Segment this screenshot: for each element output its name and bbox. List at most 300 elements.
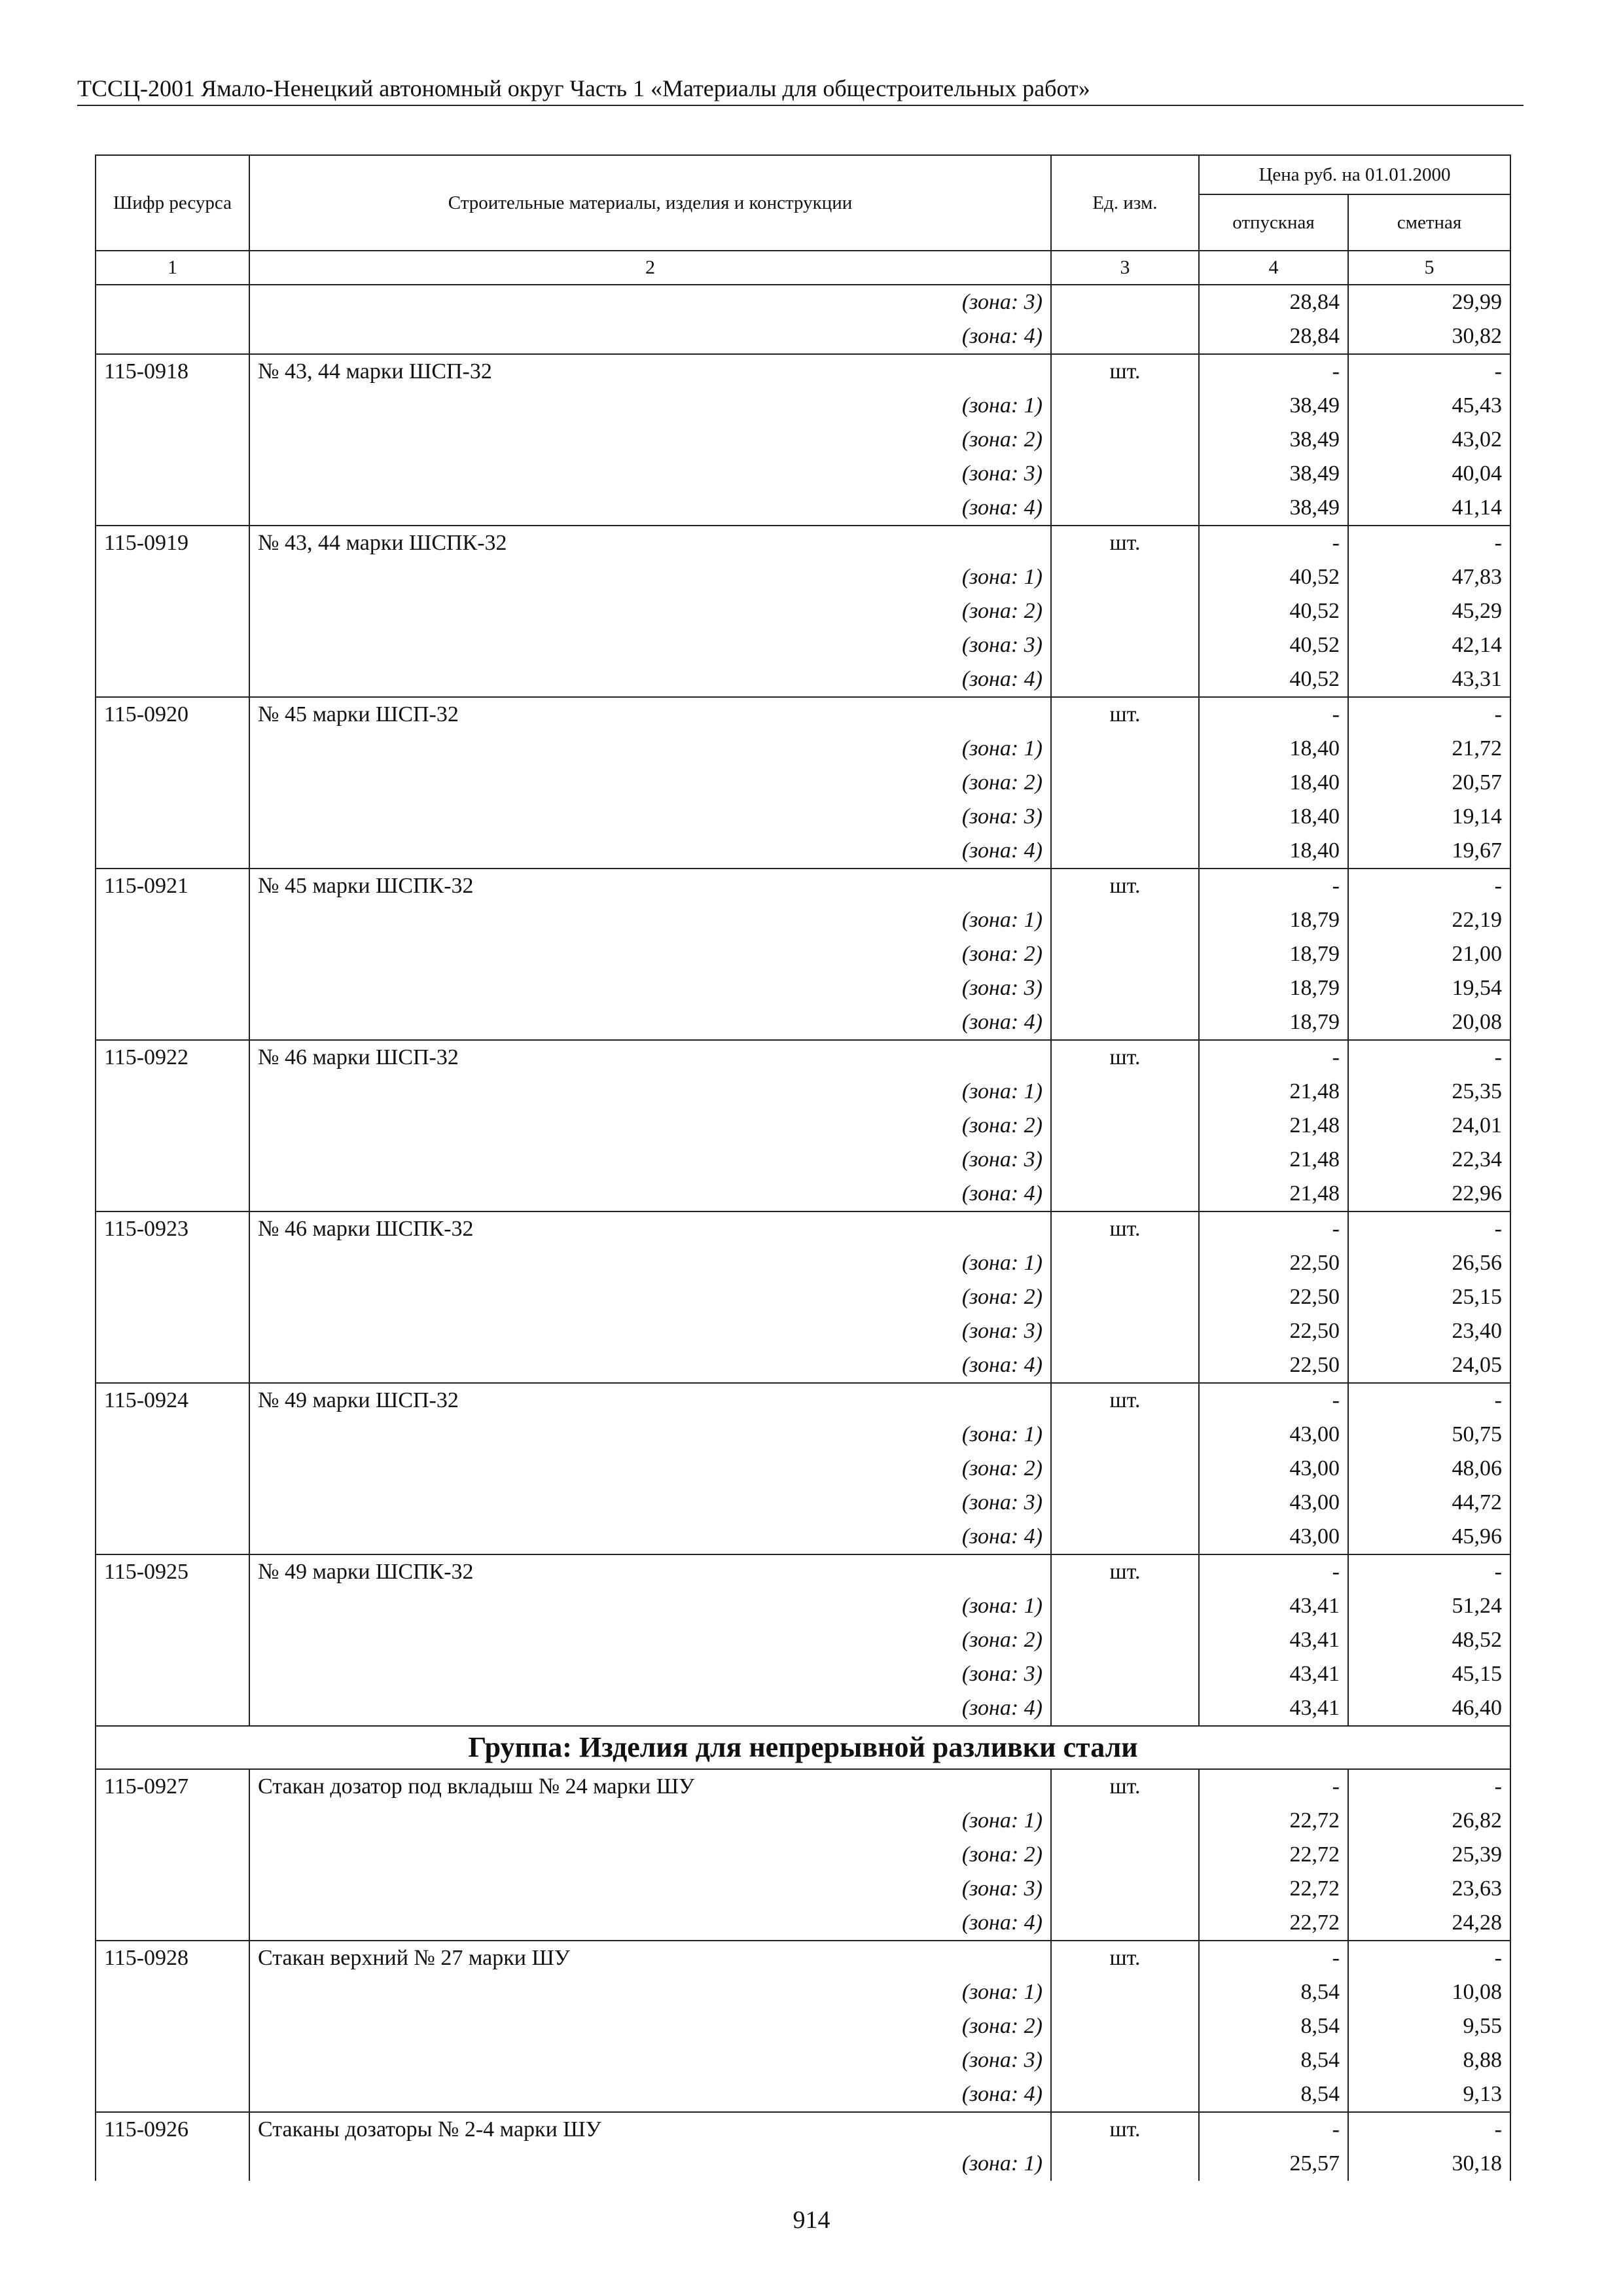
estimate-price: 25,39 <box>1348 1838 1510 1872</box>
zone-row <box>96 1418 1510 1452</box>
unit-cell <box>1051 1691 1199 1726</box>
estimate-price: - <box>1348 697 1510 732</box>
column-number: 2 <box>249 251 1051 285</box>
resource-code <box>96 319 249 354</box>
unit-cell <box>1051 319 1199 354</box>
zone-label: (зона: 3) <box>249 285 1051 319</box>
resource-code: 115-0927 <box>96 1769 249 1804</box>
resource-code <box>96 491 249 526</box>
unit-cell <box>1051 1520 1199 1554</box>
release-price: 21,48 <box>1199 1143 1348 1177</box>
zone-label: (зона: 3) <box>249 800 1051 834</box>
resource-code <box>96 285 249 319</box>
column-number-row <box>96 251 1510 285</box>
release-price: 18,79 <box>1199 903 1348 937</box>
zone-row <box>96 423 1510 457</box>
estimate-price: 21,72 <box>1348 732 1510 766</box>
estimate-price: 48,06 <box>1348 1452 1510 1486</box>
unit-cell <box>1051 1075 1199 1109</box>
zone-label: (зона: 1) <box>249 389 1051 423</box>
zone-row <box>96 1804 1510 1838</box>
zone-row <box>96 457 1510 491</box>
resource-name: № 49 марки ШСП-32 <box>249 1383 1051 1418</box>
estimate-price: 19,14 <box>1348 800 1510 834</box>
estimate-price: 30,18 <box>1348 2147 1510 2181</box>
estimate-price: 24,28 <box>1348 1906 1510 1941</box>
release-price: 22,72 <box>1199 1838 1348 1872</box>
zone-row <box>96 1280 1510 1314</box>
zone-label: (зона: 4) <box>249 1520 1051 1554</box>
resource-code <box>96 2043 249 2077</box>
unit-cell <box>1051 1143 1199 1177</box>
estimate-price: - <box>1348 1769 1510 1804</box>
zone-row <box>96 2147 1510 2181</box>
unit-cell <box>1051 491 1199 526</box>
resource-row <box>96 1040 1510 1075</box>
resource-code <box>96 1975 249 2009</box>
release-price: - <box>1199 526 1348 560</box>
estimate-price: 30,82 <box>1348 319 1510 354</box>
estimate-price: 25,15 <box>1348 1280 1510 1314</box>
estimate-price: - <box>1348 869 1510 903</box>
release-price: 38,49 <box>1199 491 1348 526</box>
column-number: 5 <box>1348 251 1510 285</box>
release-price: 43,41 <box>1199 1623 1348 1657</box>
release-price: 43,41 <box>1199 1657 1348 1691</box>
zone-row <box>96 662 1510 697</box>
zone-label: (зона: 3) <box>249 1486 1051 1520</box>
resource-code <box>96 1177 249 1211</box>
col-header-name: Строительные материалы, изделия и конструкции <box>249 155 1051 251</box>
unit-cell <box>1051 389 1199 423</box>
zone-label: (зона: 1) <box>249 560 1051 594</box>
resource-name: Стакан верхний № 27 марки ШУ <box>249 1941 1051 1975</box>
zone-label: (зона: 2) <box>249 1623 1051 1657</box>
col-header-release: отпускная <box>1199 194 1348 251</box>
resource-name: № 49 марки ШСПК-32 <box>249 1554 1051 1589</box>
release-price: 28,84 <box>1199 285 1348 319</box>
zone-label: (зона: 2) <box>249 1452 1051 1486</box>
estimate-price: - <box>1348 1040 1510 1075</box>
zone-row <box>96 1657 1510 1691</box>
zone-row <box>96 1691 1510 1726</box>
release-price: 22,50 <box>1199 1348 1348 1383</box>
estimate-price: 29,99 <box>1348 285 1510 319</box>
estimate-price: 20,08 <box>1348 1005 1510 1040</box>
zone-row <box>96 1838 1510 1872</box>
resource-row <box>96 697 1510 732</box>
page-number: 914 <box>793 2206 830 2234</box>
resource-name: № 45 марки ШСП-32 <box>249 697 1051 732</box>
release-price: 18,40 <box>1199 732 1348 766</box>
zone-label: (зона: 3) <box>249 971 1051 1005</box>
zone-label: (зона: 2) <box>249 766 1051 800</box>
zone-label: (зона: 4) <box>249 1691 1051 1726</box>
release-price: 18,79 <box>1199 937 1348 971</box>
release-price: 18,79 <box>1199 1005 1348 1040</box>
zone-row <box>96 491 1510 526</box>
column-number: 4 <box>1199 251 1348 285</box>
unit-cell <box>1051 903 1199 937</box>
estimate-price: 19,54 <box>1348 971 1510 1005</box>
unit-cell <box>1051 594 1199 628</box>
unit-cell: шт. <box>1051 354 1199 389</box>
release-price: - <box>1199 697 1348 732</box>
estimate-price: 9,13 <box>1348 2077 1510 2112</box>
release-price: - <box>1199 869 1348 903</box>
estimate-price: 26,56 <box>1348 1246 1510 1280</box>
zone-label: (зона: 4) <box>249 1005 1051 1040</box>
zone-label: (зона: 2) <box>249 1109 1051 1143</box>
unit-cell: шт. <box>1051 1383 1199 1418</box>
resource-code <box>96 971 249 1005</box>
zone-label: (зона: 3) <box>249 457 1051 491</box>
zone-label: (зона: 4) <box>249 834 1051 869</box>
resource-code <box>96 628 249 662</box>
resource-name: № 43, 44 марки ШСПК-32 <box>249 526 1051 560</box>
unit-cell <box>1051 1657 1199 1691</box>
estimate-price: 24,05 <box>1348 1348 1510 1383</box>
unit-cell <box>1051 1838 1199 1872</box>
estimate-price: - <box>1348 2112 1510 2147</box>
release-price: 8,54 <box>1199 1975 1348 2009</box>
resource-code <box>96 1246 249 1280</box>
zone-row <box>96 285 1510 319</box>
estimate-price: 24,01 <box>1348 1109 1510 1143</box>
group-heading: Группа: Изделия для непрерывной разливки стали <box>96 1726 1510 1769</box>
zone-label: (зона: 1) <box>249 1804 1051 1838</box>
zone-row <box>96 319 1510 354</box>
resource-code <box>96 662 249 697</box>
table-body <box>96 285 1510 2181</box>
estimate-price: 8,88 <box>1348 2043 1510 2077</box>
unit-cell: шт. <box>1051 1211 1199 1246</box>
zone-row <box>96 2077 1510 2112</box>
unit-cell <box>1051 560 1199 594</box>
resource-row <box>96 1211 1510 1246</box>
zone-row <box>96 1143 1510 1177</box>
zone-row <box>96 766 1510 800</box>
zone-row <box>96 2009 1510 2043</box>
unit-cell: шт. <box>1051 526 1199 560</box>
unit-cell <box>1051 1348 1199 1383</box>
estimate-price: 25,35 <box>1348 1075 1510 1109</box>
group-heading-row <box>96 1726 1510 1769</box>
resource-code <box>96 1418 249 1452</box>
resource-code: 115-0928 <box>96 1941 249 1975</box>
release-price: 18,40 <box>1199 800 1348 834</box>
zone-label: (зона: 2) <box>249 594 1051 628</box>
zone-label: (зона: 2) <box>249 2009 1051 2043</box>
unit-cell: шт. <box>1051 869 1199 903</box>
zone-label: (зона: 2) <box>249 1280 1051 1314</box>
release-price: 43,00 <box>1199 1486 1348 1520</box>
zone-label: (зона: 4) <box>249 319 1051 354</box>
unit-cell <box>1051 732 1199 766</box>
unit-cell <box>1051 662 1199 697</box>
unit-cell <box>1051 1109 1199 1143</box>
zone-label: (зона: 3) <box>249 1657 1051 1691</box>
estimate-price: 44,72 <box>1348 1486 1510 1520</box>
resource-code <box>96 2147 249 2181</box>
zone-row <box>96 1109 1510 1143</box>
resource-code <box>96 389 249 423</box>
unit-cell <box>1051 1314 1199 1348</box>
unit-cell <box>1051 1486 1199 1520</box>
zone-label: (зона: 4) <box>249 1177 1051 1211</box>
resource-code <box>96 1838 249 1872</box>
zone-row <box>96 732 1510 766</box>
estimate-price: - <box>1348 354 1510 389</box>
release-price: 8,54 <box>1199 2077 1348 2112</box>
zone-row <box>96 389 1510 423</box>
resource-code <box>96 1005 249 1040</box>
unit-cell <box>1051 834 1199 869</box>
page-header-title: ТССЦ-2001 Ямало-Ненецкий автономный округ Часть 1 «Материалы для общестроительных работ» <box>77 75 1090 101</box>
unit-cell: шт. <box>1051 2112 1199 2147</box>
estimate-price: 43,31 <box>1348 662 1510 697</box>
unit-cell <box>1051 1246 1199 1280</box>
unit-cell: шт. <box>1051 697 1199 732</box>
unit-cell: шт. <box>1051 1941 1199 1975</box>
zone-label: (зона: 4) <box>249 662 1051 697</box>
estimate-price: 22,34 <box>1348 1143 1510 1177</box>
estimate-price: 47,83 <box>1348 560 1510 594</box>
estimate-price: - <box>1348 1211 1510 1246</box>
zone-row <box>96 2043 1510 2077</box>
resource-code <box>96 1657 249 1691</box>
resource-code: 115-0919 <box>96 526 249 560</box>
resource-code <box>96 1623 249 1657</box>
unit-cell <box>1051 1975 1199 2009</box>
zone-label: (зона: 4) <box>249 2077 1051 2112</box>
resource-code <box>96 1872 249 1906</box>
zone-row <box>96 1872 1510 1906</box>
unit-cell <box>1051 285 1199 319</box>
release-price: 38,49 <box>1199 423 1348 457</box>
zone-row <box>96 1975 1510 2009</box>
estimate-price: 22,96 <box>1348 1177 1510 1211</box>
estimate-price: 41,14 <box>1348 491 1510 526</box>
resource-code <box>96 1589 249 1623</box>
estimate-price: 51,24 <box>1348 1589 1510 1623</box>
release-price: 43,00 <box>1199 1418 1348 1452</box>
zone-row <box>96 834 1510 869</box>
unit-cell <box>1051 1872 1199 1906</box>
estimate-price: 45,96 <box>1348 1520 1510 1554</box>
zone-label: (зона: 3) <box>249 628 1051 662</box>
zone-label: (зона: 1) <box>249 903 1051 937</box>
release-price: - <box>1199 1383 1348 1418</box>
zone-row <box>96 1348 1510 1383</box>
release-price: 21,48 <box>1199 1177 1348 1211</box>
resource-name: Стакан дозатор под вкладыш № 24 марки ШУ <box>249 1769 1051 1804</box>
resource-code <box>96 1075 249 1109</box>
col-header-estimate: сметная <box>1348 194 1510 251</box>
unit-cell <box>1051 1589 1199 1623</box>
resource-name: № 46 марки ШСП-32 <box>249 1040 1051 1075</box>
estimate-price: 23,40 <box>1348 1314 1510 1348</box>
estimate-price: 10,08 <box>1348 1975 1510 2009</box>
resource-code <box>96 2009 249 2043</box>
resource-name: № 46 марки ШСПК-32 <box>249 1211 1051 1246</box>
unit-cell: шт. <box>1051 1769 1199 1804</box>
resource-row <box>96 526 1510 560</box>
zone-row <box>96 971 1510 1005</box>
unit-cell <box>1051 1177 1199 1211</box>
resource-code <box>96 1109 249 1143</box>
header-divider <box>77 105 1524 106</box>
resource-code <box>96 1691 249 1726</box>
unit-cell <box>1051 1906 1199 1941</box>
resource-code: 115-0923 <box>96 1211 249 1246</box>
unit-cell <box>1051 2077 1199 2112</box>
release-price: 18,79 <box>1199 971 1348 1005</box>
zone-label: (зона: 3) <box>249 1143 1051 1177</box>
zone-row <box>96 1314 1510 1348</box>
zone-row <box>96 1589 1510 1623</box>
col-header-price-group: Цена руб. на 01.01.2000 <box>1199 155 1510 194</box>
resource-code <box>96 594 249 628</box>
release-price: 43,41 <box>1199 1589 1348 1623</box>
zone-label: (зона: 1) <box>249 1589 1051 1623</box>
resource-code <box>96 1520 249 1554</box>
zone-row <box>96 1623 1510 1657</box>
column-number: 1 <box>96 251 249 285</box>
resource-row <box>96 1554 1510 1589</box>
release-price: - <box>1199 1040 1348 1075</box>
estimate-price: 9,55 <box>1348 2009 1510 2043</box>
resource-code <box>96 423 249 457</box>
resource-code <box>96 800 249 834</box>
column-number: 3 <box>1051 251 1199 285</box>
zone-label: (зона: 1) <box>249 2147 1051 2181</box>
zone-row <box>96 628 1510 662</box>
release-price: 22,72 <box>1199 1872 1348 1906</box>
resource-code <box>96 1280 249 1314</box>
unit-cell <box>1051 937 1199 971</box>
estimate-price: 48,52 <box>1348 1623 1510 1657</box>
unit-cell <box>1051 628 1199 662</box>
estimate-price: 45,15 <box>1348 1657 1510 1691</box>
resource-name: Стаканы дозаторы № 2-4 марки ШУ <box>249 2112 1051 2147</box>
unit-cell <box>1051 800 1199 834</box>
resource-code <box>96 1486 249 1520</box>
zone-row <box>96 1520 1510 1554</box>
zone-label: (зона: 2) <box>249 423 1051 457</box>
estimate-price: - <box>1348 526 1510 560</box>
zone-label: (зона: 1) <box>249 1246 1051 1280</box>
release-price: - <box>1199 1769 1348 1804</box>
col-header-unit: Ед. изм. <box>1051 155 1199 251</box>
resource-row <box>96 869 1510 903</box>
estimate-price: - <box>1348 1383 1510 1418</box>
resource-name: № 45 марки ШСПК-32 <box>249 869 1051 903</box>
zone-label: (зона: 2) <box>249 1838 1051 1872</box>
release-price: 8,54 <box>1199 2009 1348 2043</box>
estimate-price: 45,43 <box>1348 389 1510 423</box>
estimate-price: 19,67 <box>1348 834 1510 869</box>
zone-row <box>96 903 1510 937</box>
resource-code <box>96 1348 249 1383</box>
resource-code <box>96 457 249 491</box>
unit-cell: шт. <box>1051 1040 1199 1075</box>
resource-code <box>96 1452 249 1486</box>
unit-cell <box>1051 766 1199 800</box>
unit-cell <box>1051 1452 1199 1486</box>
estimate-price: 40,04 <box>1348 457 1510 491</box>
zone-row <box>96 1486 1510 1520</box>
release-price: 38,49 <box>1199 389 1348 423</box>
resource-code: 115-0924 <box>96 1383 249 1418</box>
zone-label: (зона: 1) <box>249 1975 1051 2009</box>
unit-cell: шт. <box>1051 1554 1199 1589</box>
estimate-price: 26,82 <box>1348 1804 1510 1838</box>
zone-label: (зона: 2) <box>249 937 1051 971</box>
estimate-price: 42,14 <box>1348 628 1510 662</box>
unit-cell <box>1051 1280 1199 1314</box>
unit-cell <box>1051 1418 1199 1452</box>
release-price: 43,00 <box>1199 1452 1348 1486</box>
zone-row <box>96 1005 1510 1040</box>
zone-row <box>96 1177 1510 1211</box>
release-price: 40,52 <box>1199 594 1348 628</box>
unit-cell <box>1051 2147 1199 2181</box>
zone-row <box>96 800 1510 834</box>
resource-code <box>96 903 249 937</box>
release-price: 22,50 <box>1199 1246 1348 1280</box>
resource-code <box>96 834 249 869</box>
resource-code <box>96 1143 249 1177</box>
resource-code: 115-0918 <box>96 354 249 389</box>
release-price: 25,57 <box>1199 2147 1348 2181</box>
release-price: 22,72 <box>1199 1906 1348 1941</box>
release-price: - <box>1199 1554 1348 1589</box>
estimate-price: 21,00 <box>1348 937 1510 971</box>
zone-row <box>96 1075 1510 1109</box>
unit-cell <box>1051 1623 1199 1657</box>
release-price: 8,54 <box>1199 2043 1348 2077</box>
release-price: - <box>1199 354 1348 389</box>
resource-code <box>96 1314 249 1348</box>
zone-row <box>96 937 1510 971</box>
release-price: 40,52 <box>1199 560 1348 594</box>
unit-cell <box>1051 1804 1199 1838</box>
release-price: 22,50 <box>1199 1280 1348 1314</box>
resource-row <box>96 1769 1510 1804</box>
resource-code <box>96 1804 249 1838</box>
col-header-code: Шифр ресурса <box>96 155 249 251</box>
estimate-price: 46,40 <box>1348 1691 1510 1726</box>
zone-label: (зона: 3) <box>249 2043 1051 2077</box>
resource-code <box>96 560 249 594</box>
resource-code <box>96 732 249 766</box>
release-price: - <box>1199 1211 1348 1246</box>
unit-cell <box>1051 2009 1199 2043</box>
resource-row <box>96 354 1510 389</box>
zone-row <box>96 594 1510 628</box>
resource-code <box>96 766 249 800</box>
release-price: 18,40 <box>1199 834 1348 869</box>
release-price: 22,72 <box>1199 1804 1348 1838</box>
release-price: 21,48 <box>1199 1075 1348 1109</box>
release-price: 28,84 <box>1199 319 1348 354</box>
resource-row <box>96 2112 1510 2147</box>
resource-code: 115-0925 <box>96 1554 249 1589</box>
resource-code <box>96 2077 249 2112</box>
zone-label: (зона: 4) <box>249 1906 1051 1941</box>
zone-row <box>96 1906 1510 1941</box>
